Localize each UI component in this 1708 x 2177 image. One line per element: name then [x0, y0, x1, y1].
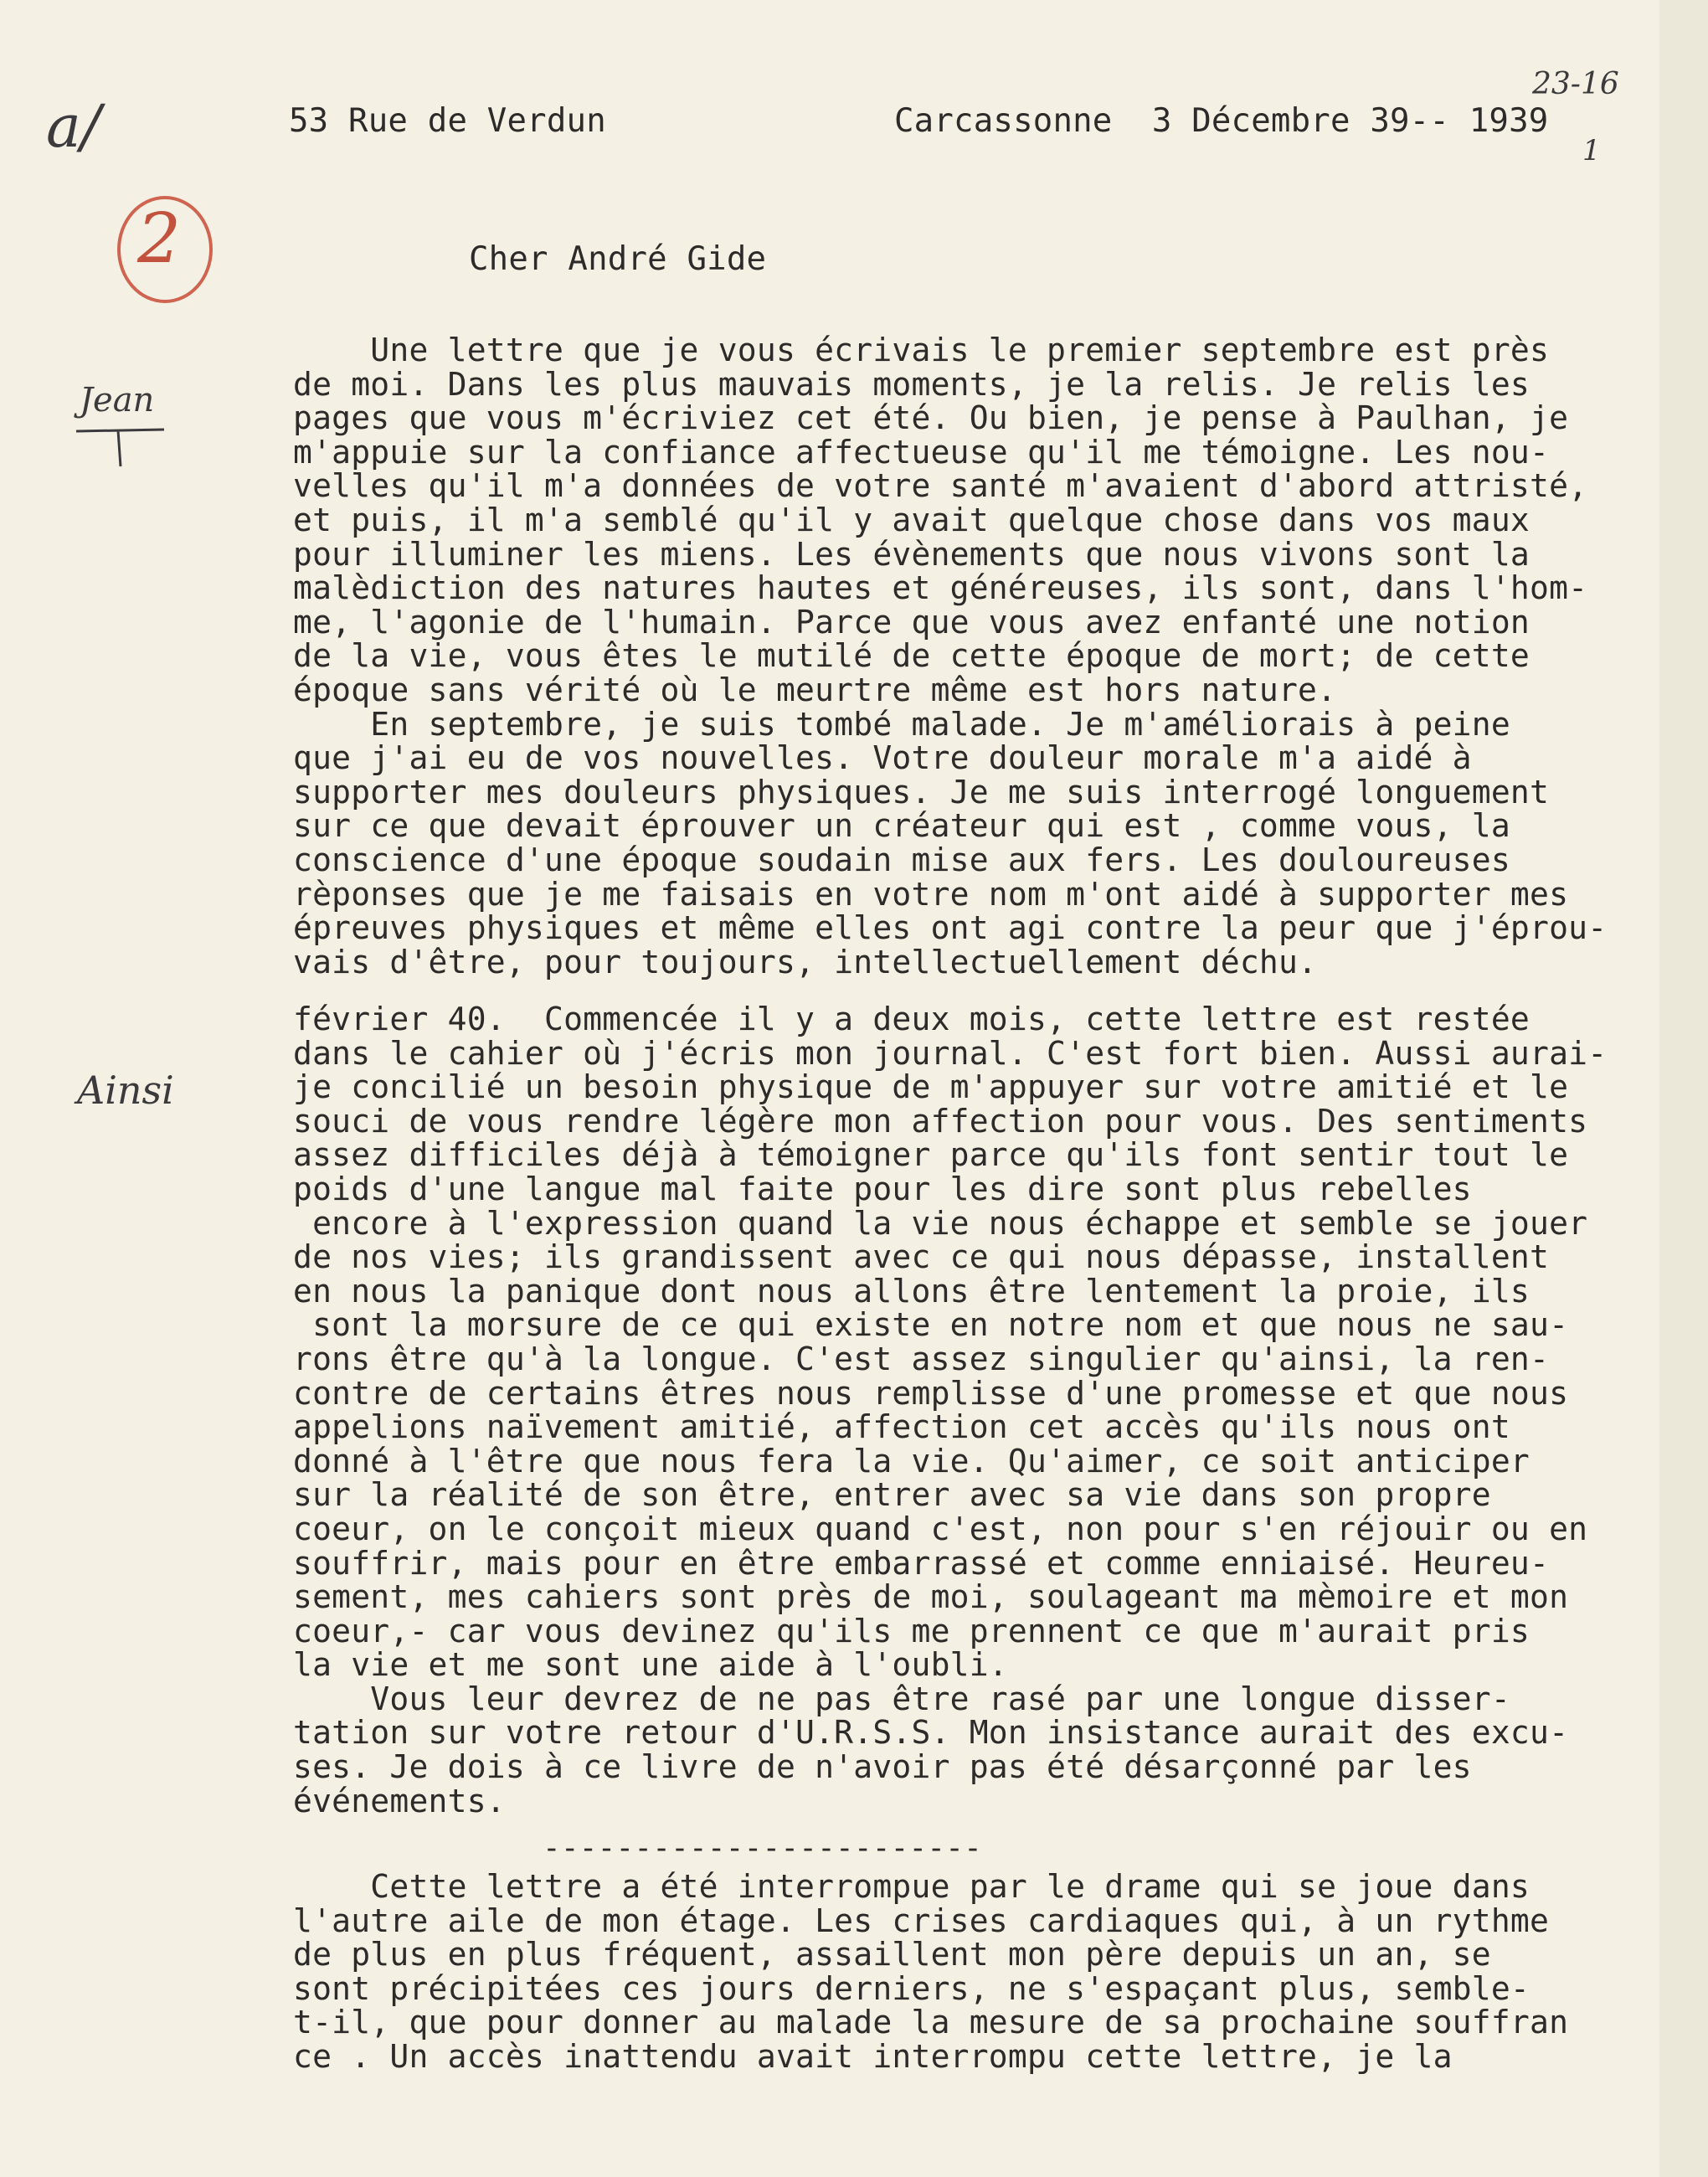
text-line: coeur, on le conçoit mieux quand c'est, non pour s'en réjouir ou en	[293, 1510, 1588, 1547]
text-line: supporter mes douleurs physiques. Je me suis interrogé longuement	[293, 773, 1550, 811]
text-line: sement, mes cahiers sont près de moi, soulageant ma mèmoire et mon	[293, 1578, 1569, 1616]
text-line: sont la morsure de ce qui existe en notre nom et que nous ne sau-	[293, 1306, 1569, 1344]
paragraph-3	[293, 1870, 1658, 2074]
text-line: événements.	[293, 1782, 506, 1819]
text-line: l'autre aile de mon étage. Les crises cardiaques qui, à un rythme	[293, 1902, 1550, 1939]
text-line: souci de vous rendre légère mon affection pour vous. Des sentiments	[293, 1102, 1588, 1140]
paragraph-1	[293, 333, 1658, 979]
text-line: dans le cahier où j'écris mon journal. C'est fort bien. Aussi aurai-	[293, 1034, 1608, 1072]
circled-number: 2	[137, 199, 182, 279]
text-line: sur ce que devait éprouver un créateur qui est , comme vous, la	[293, 807, 1510, 845]
text-line: t-il, que pour donner au malade la mesure de sa prochaine souffran	[293, 2004, 1569, 2041]
text-line: et puis, il m'a semblé qu'il y avait quelque chose dans vos maux	[293, 501, 1530, 538]
text-line: pages que vous m'écriviez cet été. Ou bien, je pense à Paulhan, je	[293, 399, 1569, 437]
place-and-date: Carcassonne 3 Décembre 39-- 1939	[894, 102, 1549, 140]
text-line: de nos vies; ils grandissent avec ce qui nous dépasse, installent	[293, 1238, 1550, 1276]
text-line: poids d'une langue mal faite pour les dire sont plus rebelles	[293, 1170, 1472, 1207]
text-line: me, l'agonie de l'humain. Parce que vous avez enfanté une notion	[293, 603, 1530, 641]
text-line: En septembre, je suis tombé malade. Je m'améliorais à peine	[293, 705, 1510, 743]
insertion-mark	[72, 423, 172, 473]
text-line: rèponses que je me faisais en votre nom m'ont aidé à supporter mes	[293, 875, 1569, 913]
text-line: m'appuie sur la confiance affectueuse qu'il me témoigne. Les nou-	[293, 433, 1550, 471]
paragraph-2	[293, 1002, 1658, 1818]
text-line: je concilié un besoin physique de m'appuyer sur votre amitié et le	[293, 1068, 1569, 1106]
text-line: malèdiction des natures hautes et généreuses, ils sont, dans l'hom-	[293, 569, 1588, 607]
text-line: de moi. Dans les plus mauvais moments, je la relis. Je relis les	[293, 365, 1530, 403]
text-line: velles qu'il m'a données de votre santé m'avaient d'abord attristé,	[293, 467, 1588, 505]
text-line: ses. Je dois à ce livre de n'avoir pas été désarçonné par les	[293, 1748, 1472, 1786]
text-line: contre de certains êtres nous remplisse d'une promesse et que nous	[293, 1374, 1569, 1412]
archive-number: 23-16	[1532, 67, 1619, 101]
text-line: époque sans vérité où le meurtre même est hors nature.	[293, 671, 1337, 708]
text-line: encore à l'expression quand la vie nous échappe et semble se jouer	[293, 1204, 1588, 1242]
text-line: vais d'être, pour toujours, intellectuellement déchu.	[293, 943, 1318, 980]
text-line: de la vie, vous êtes le mutilé de cette époque de mort; de cette	[293, 637, 1530, 675]
text-line: Cette lettre a été interrompue par le drame qui se joue dans	[293, 1868, 1530, 1905]
page-mark: 1	[1582, 134, 1601, 167]
section-separator: ------------------------	[543, 1831, 982, 1866]
text-line: donné à l'être que nous fera la vie. Qu'aimer, ce soit anticiper	[293, 1442, 1530, 1480]
text-line: tation sur votre retour d'U.R.S.S. Mon insistance aurait des excu-	[293, 1714, 1569, 1752]
page-edge	[1659, 0, 1708, 2177]
text-line: février 40. Commencée il y a deux mois, cette lettre est restée	[293, 1001, 1530, 1037]
margin-letter-mark: a/	[46, 92, 101, 161]
text-line: en nous la panique dont nous allons être lentement la proie, ils	[293, 1272, 1530, 1310]
text-line: rons être qu'à la longue. C'est assez singulier qu'ainsi, la ren-	[293, 1340, 1550, 1377]
text-line: appelions naïvement amitié, affection cet accès qu'ils nous ont	[293, 1408, 1510, 1446]
text-line: pour illuminer les miens. Les évènements que nous vivons sont la	[293, 535, 1530, 573]
text-line: épreuves physiques et même elles ont agi contre la peur que j'éprou-	[293, 909, 1608, 947]
text-line: coeur,- car vous devinez qu'ils me prennent ce que m'aurait pris	[293, 1612, 1530, 1649]
text-line: souffrir, mais pour en être embarrassé et comme enniaisé. Heureu-	[293, 1544, 1550, 1582]
salutation: Cher André Gide	[469, 240, 767, 278]
text-line: la vie et me sont une aide à l'oubli.	[293, 1646, 1008, 1684]
text-line: de plus en plus fréquent, assaillent mon père depuis un an, se	[293, 1936, 1491, 1974]
margin-note-jean: Jean	[80, 381, 155, 419]
text-line: conscience d'une époque soudain mise aux fers. Les douloureuses	[293, 841, 1510, 878]
text-line: que j'ai eu de vos nouvelles. Votre douleur morale m'a aidé à	[293, 739, 1472, 777]
text-line: assez difficiles déjà à témoigner parce qu'ils font sentir tout le	[293, 1136, 1569, 1174]
text-line: sont précipitées ces jours derniers, ne s'espaçant plus, semble-	[293, 1969, 1530, 2007]
text-line: sur la réalité de son être, entrer avec sa vie dans son propre	[293, 1476, 1491, 1514]
sender-address: 53 Rue de Verdun	[289, 102, 606, 140]
margin-note-ainsi: Ainsi	[77, 1068, 174, 1113]
text-line: Vous leur devrez de ne pas être rasé par une longue disser-	[293, 1680, 1510, 1717]
text-line: ce . Un accès inattendu avait interrompu cette lettre, je la	[293, 2037, 1453, 2075]
text-line: Une lettre que je vous écrivais le premier septembre est près	[293, 332, 1550, 368]
